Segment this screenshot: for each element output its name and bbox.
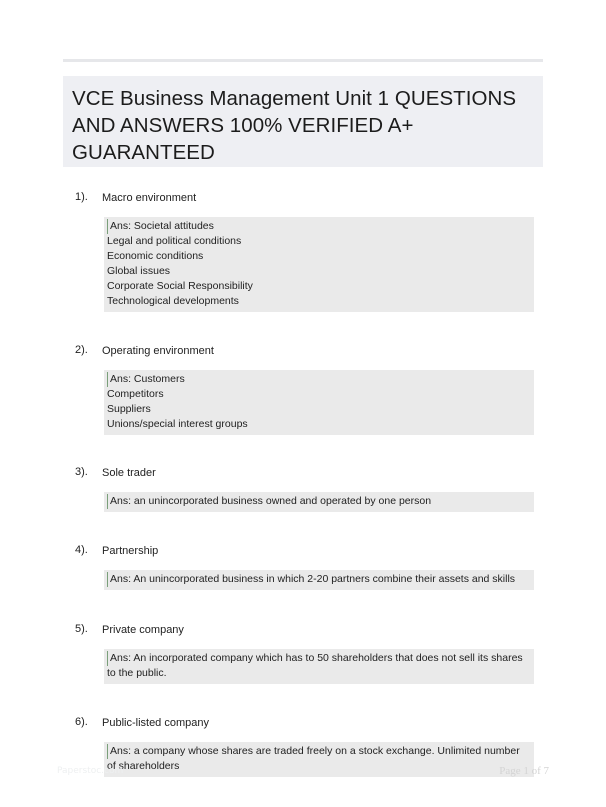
answer-box — [104, 570, 534, 590]
answer-box — [104, 370, 534, 435]
question-row — [63, 342, 543, 360]
answer-line: Competitors — [107, 388, 164, 400]
question-number: 2). — [75, 344, 88, 356]
qa-item — [63, 714, 543, 777]
answer-line: Ans: Societal attitudes — [107, 219, 530, 234]
answer-box — [104, 649, 534, 684]
qa-item — [63, 464, 543, 512]
qa-list — [63, 189, 543, 807]
question-row — [63, 621, 543, 639]
question-row — [63, 464, 543, 482]
qa-item — [63, 621, 543, 684]
answer-line: to the public. — [107, 667, 167, 679]
answer-line: of shareholders — [107, 760, 180, 772]
question-number: 6). — [75, 716, 88, 728]
title-block — [63, 76, 543, 167]
question-number: 4). — [75, 544, 88, 556]
question-row — [63, 189, 543, 207]
answer-line: Global issues — [107, 265, 171, 277]
answer-line: Technological developments — [107, 295, 239, 307]
question-text: Operating environment — [102, 345, 214, 357]
question-number: 5). — [75, 623, 88, 635]
answer-line: Ans: An unincorporated business in which 2-20 partners combine their assets and skills — [107, 572, 530, 587]
qa-item — [63, 342, 543, 435]
qa-item — [63, 542, 543, 590]
answer-line: Corporate Social Responsibility — [107, 280, 253, 292]
question-text: Public-listed company — [102, 717, 209, 729]
answer-box — [104, 742, 534, 777]
answer-line: Suppliers — [107, 403, 151, 415]
document-title: VCE Business Management Unit 1 QUESTIONS AND ANSWERS 100% VERIFIED A+ GUARANTEED — [72, 87, 517, 164]
question-row — [63, 542, 543, 560]
question-row — [63, 714, 543, 732]
answer-line: Ans: an unincorporated business owned and operated by one person — [107, 494, 530, 509]
qa-item — [63, 189, 543, 312]
answer-box — [104, 492, 534, 512]
question-number: 1). — [75, 191, 88, 203]
answer-line: Economic conditions — [107, 250, 204, 262]
question-number: 3). — [75, 466, 88, 478]
question-text: Sole trader — [102, 467, 156, 479]
footer-watermark: Paperstoc.com — [57, 766, 124, 776]
answer-line: Ans: a company whose shares are traded freely on a stock exchange. Unlimited number — [107, 744, 530, 759]
answer-line: Unions/special interest groups — [107, 418, 248, 430]
question-text: Private company — [102, 624, 184, 636]
top-divider — [63, 59, 543, 62]
answer-line: Ans: Customers — [107, 372, 530, 387]
answer-line: Legal and political conditions — [107, 235, 242, 247]
answer-line: Ans: An incorporated company which has to 50 shareholders that does not sell its shares — [107, 651, 530, 666]
answer-box — [104, 217, 534, 312]
question-text: Macro environment — [102, 192, 197, 204]
page-indicator: Page 1 of 7 — [499, 765, 549, 777]
question-text: Partnership — [102, 545, 159, 557]
